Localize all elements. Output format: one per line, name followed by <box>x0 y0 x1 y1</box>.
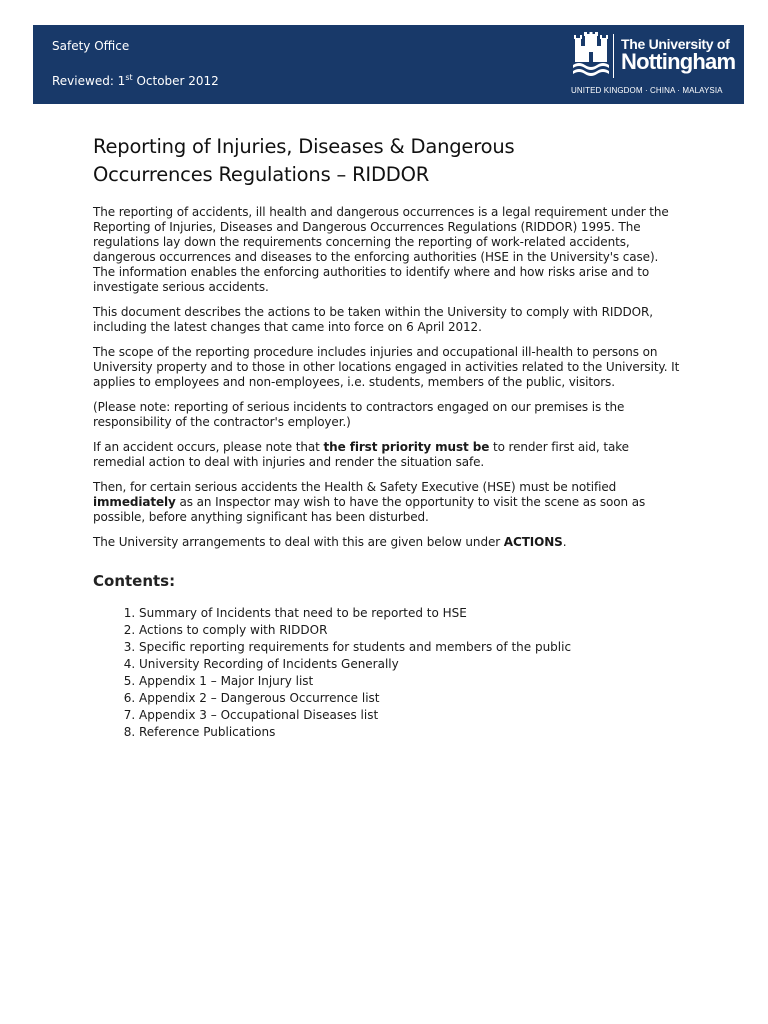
title-line-2: Occurrences Regulations – RIDDOR <box>93 163 430 186</box>
paragraph-6-text-c: as an Inspector may wish to have the opportunity to visit the scene as soon as possible, before anything significant has been disturbed. <box>93 495 646 524</box>
logo-divider <box>613 34 614 78</box>
contents-item: 7. Appendix 3 – Occupational Diseases list <box>139 707 683 724</box>
paragraph-6-bold: immediately <box>93 495 176 509</box>
logo-line2: Nottingham <box>621 49 736 74</box>
document-title <box>93 133 683 189</box>
contents-item: 8. Reference Publications <box>139 724 683 741</box>
paragraph-6-text-a: Then, for certain serious accidents the Health & Safety Executive (HSE) must be notified <box>93 480 617 494</box>
paragraph-1: The reporting of accidents, ill health and dangerous occurrences is a legal requirement under the Reporting of Injuries, Diseases and Dangerous Occurrences Regulations (RIDDOR) 1995. The regulations lay down the requirements concerning the reporting of work-related accidents, dangerous occurrences and diseases to the enforcing authorities (HSE in the University's case). The information enables the enforcing authorities to identify where and how risks arise and to investigate serious accidents. <box>93 205 669 294</box>
logo-line1: The University of <box>621 36 730 52</box>
contents-item: 1. Summary of Incidents that need to be reported to HSE <box>139 605 683 622</box>
paragraph-4: (Please note: reporting of serious incidents to contractors engaged on our premises is the responsibility of the contractor's employer.) <box>93 400 625 429</box>
title-line-1: Reporting of Injuries, Diseases & Dangerous <box>93 135 515 158</box>
contents-item: 5. Appendix 1 – Major Injury list <box>139 673 683 690</box>
contents-list <box>93 605 683 741</box>
paragraph-6 <box>93 480 683 525</box>
logo-countries: UNITED KINGDOM · CHINA · MALAYSIA <box>571 86 723 95</box>
university-logo <box>569 30 739 100</box>
paragraph-7 <box>93 535 683 550</box>
contents-item: 2. Actions to comply with RIDDOR <box>139 622 683 639</box>
contents-heading: Contents: <box>93 572 176 590</box>
contents-item: 3. Specific reporting requirements for students and members of the public <box>139 639 683 656</box>
paragraph-3: The scope of the reporting procedure includes injuries and occupational ill-health to persons on University property and to those in other locations engaged in activities related to the University. It applies to employees and non-employees, i.e. students, members of the public, visitors. <box>93 345 680 389</box>
paragraph-5-text-c: to render first aid, take remedial action to deal with injuries and render the situation safe. <box>93 440 629 469</box>
paragraph-5 <box>93 440 683 470</box>
reviewed-sup: st <box>125 73 133 82</box>
paragraph-7-text-c: . <box>562 535 567 549</box>
castle-crest-icon <box>571 32 611 80</box>
reviewed-date <box>52 73 219 88</box>
reviewed-prefix: Reviewed: 1 <box>52 74 126 88</box>
reviewed-suffix: October 2012 <box>132 74 219 88</box>
paragraph-5-bold: the first priority must be <box>323 440 490 454</box>
paragraph-2: This document describes the actions to be taken within the University to comply with RIDDOR, including the latest changes that came into force on 6 April 2012. <box>93 305 653 334</box>
header-banner <box>33 25 744 104</box>
contents-item: 4. University Recording of Incidents Generally <box>139 656 683 673</box>
paragraph-5-text-a: If an accident occurs, please note that <box>93 440 324 454</box>
body-text <box>93 205 683 550</box>
paragraph-7-text-a: The University arrangements to deal with this are given below under <box>93 535 504 549</box>
contents-item: 6. Appendix 2 – Dangerous Occurrence list <box>139 690 683 707</box>
paragraph-7-bold: ACTIONS <box>503 535 563 549</box>
main-content <box>93 133 683 741</box>
office-name: Safety Office <box>52 39 130 53</box>
